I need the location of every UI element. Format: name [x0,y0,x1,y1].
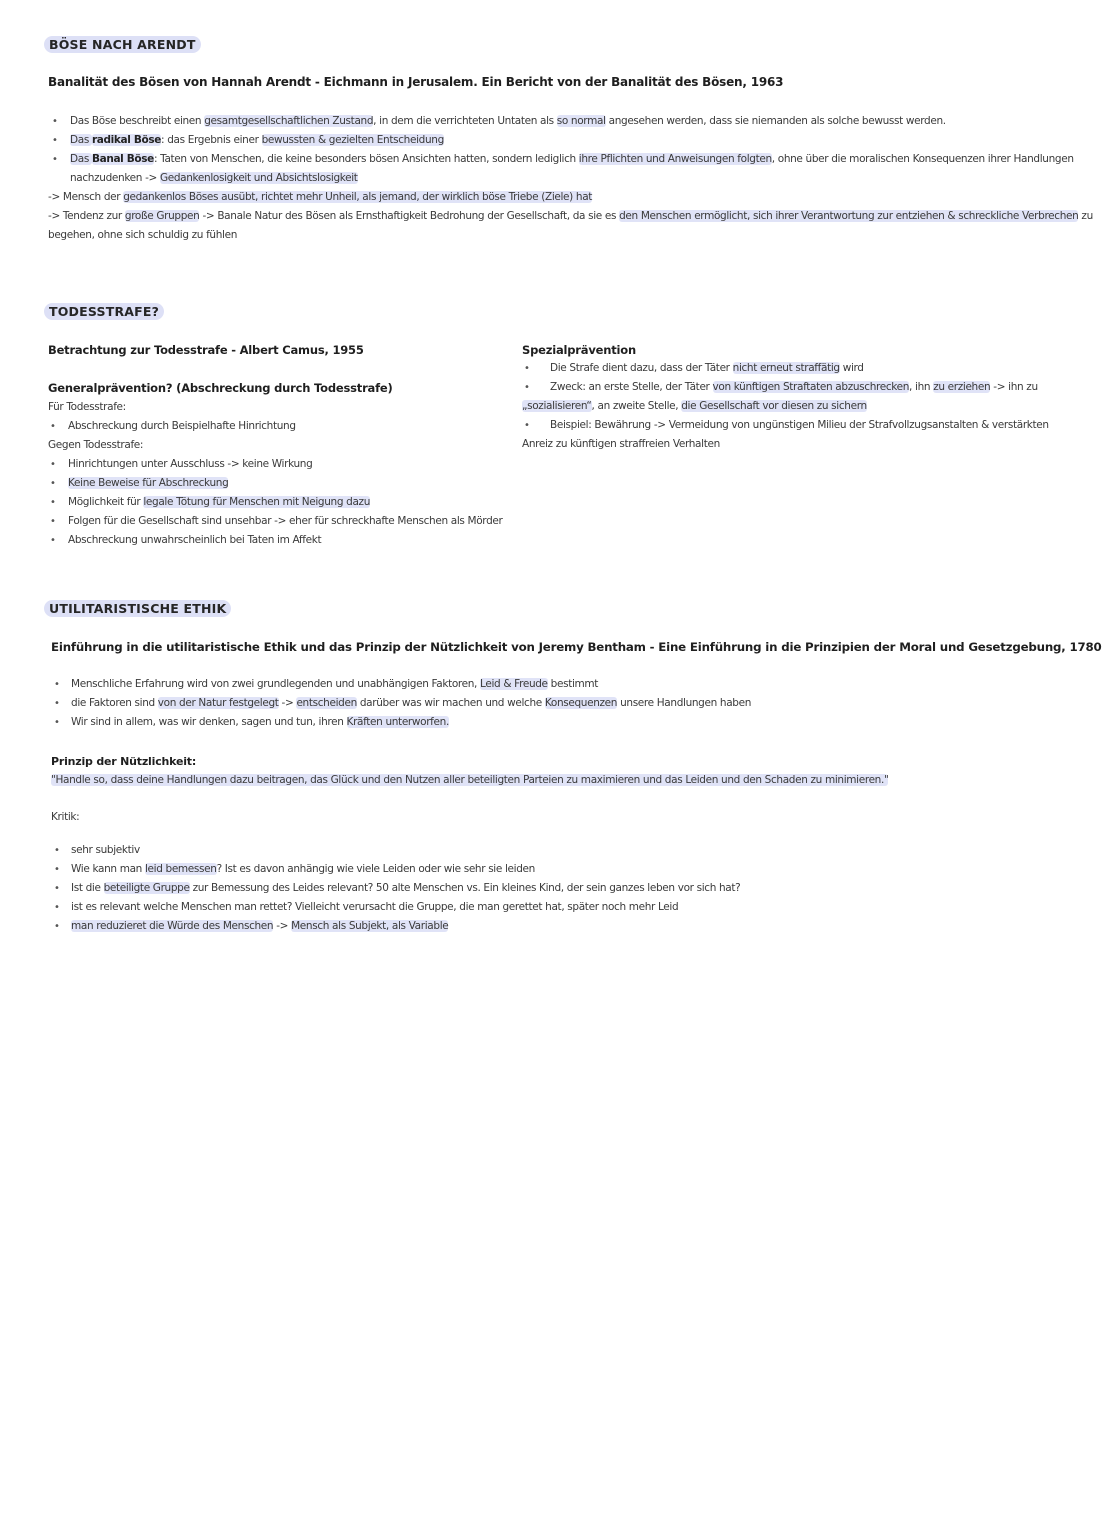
bullet-icon: • [50,478,56,489]
bullet-icon: • [524,420,530,431]
bullet-icon: • [54,883,60,894]
bullet-icon: • [50,421,56,432]
label-gegen: Gegen Todesstrafe: [48,439,144,451]
list-item: Abschreckung durch Beispielhafte Hinrichtung [68,420,296,432]
list-item: man reduzieret die Würde des Menschen -> Mensch als Subjekt, als Variable [71,920,449,932]
section-heading-boese: BÖSE NACH ARENDT [44,36,201,53]
list-item: sehr subjektiv [71,844,140,856]
bullet-icon: • [52,154,58,165]
list-item: Menschliche Erfahrung wird von zwei grundlegenden und unabhängigen Faktoren, Leid & Freude bestimmt [71,678,599,690]
arrow-note: -> Tendenz zur große Gruppen -> Banale Natur des Bösen als Ernsthaftigkeit Bedrohung der Gesellschaft, da sie es den Menschen ermöglicht, sich ihrer Verantwortung zur entziehen & schreckliche Verbrechen zu [48,210,1093,222]
label-kritik: Kritik: [51,811,80,823]
source-title-arendt: Banalität des Bösen von Hannah Arendt - Eichmann in Jerusalem. Ein Bericht von der Banalität des Bösen, 1963 [48,75,784,89]
list-item: Keine Beweise für Abschreckung [68,477,229,489]
source-title-bentham: Einführung in die utilitaristische Ethik und das Prinzip der Nützlichkeit von Jeremy Bentham - Eine Einführung in die Prinzipien der Moral und Gesetzgebung, 1780 [51,640,1102,654]
bullet-icon: • [50,516,56,527]
list-item: Wie kann man leid bemessen? Ist es davon anhängig wie viele Leiden oder wie sehr sie leiden [71,863,535,875]
subheading-spezialpraevention: Spezialprävention [522,343,636,357]
arrow-note-continuation: begehen, ohne sich schuldig zu fühlen [48,229,238,241]
bullet-icon: • [54,864,60,875]
bullet-icon: • [50,535,56,546]
list-item: Zweck: an erste Stelle, der Täter von künftigen Straftaten abzuschrecken, ihn zu erziehen -> ihn zu [550,381,1038,393]
label-fuer: Für Todesstrafe: [48,401,126,413]
subheading-prinzip: Prinzip der Nützlichkeit: [51,755,197,768]
list-item: Möglichkeit für legale Tötung für Menschen mit Neigung dazu [68,496,370,508]
section-heading-utilitaristische-ethik: UTILITARISTISCHE ETHIK [44,600,231,617]
subheading-generalpraevention: Generalprävention? (Abschreckung durch Todesstrafe) [48,381,393,395]
list-item: Hinrichtungen unter Ausschluss -> keine Wirkung [68,458,313,470]
section-heading-todesstrafe: TODESSTRAFE? [44,303,164,320]
list-item-continuation: „sozialisieren“, an zweite Stelle, die Gesellschaft vor diesen zu sichern [522,400,867,412]
bullet-icon: • [524,382,530,393]
bullet-icon: • [54,902,60,913]
bullet-icon: • [54,717,60,728]
bullet-icon: • [52,116,58,127]
bullet-icon: • [54,921,60,932]
bullet-icon: • [54,698,60,709]
bullet-icon: • [52,135,58,146]
list-item-continuation: Anreiz zu künftigen straffreien Verhalten [522,438,720,450]
list-item: Das radikal Böse: das Ergebnis einer bewussten & gezielten Entscheidung [70,134,444,146]
list-item: Abschreckung unwahrscheinlich bei Taten im Affekt [68,534,322,546]
list-item: Die Strafe dient dazu, dass der Täter nicht erneut straffätig wird [550,362,864,374]
quote-prinzip: "Handle so, dass deine Handlungen dazu beitragen, das Glück und den Nutzen aller beteiligten Parteien zu maximieren und das Leiden und den Schaden zu minimieren." [51,774,889,786]
source-title-camus: Betrachtung zur Todesstrafe - Albert Camus, 1955 [48,343,364,357]
list-item: Das Böse beschreibt einen gesamtgesellschaftlichen Zustand, in dem die verrichteten Untaten als so normal angesehen werden, dass sie niemanden als solche bewusst werden. [70,115,946,127]
bullet-icon: • [54,679,60,690]
arrow-note: -> Mensch der gedankenlos Böses ausübt, richtet mehr Unheil, als jemand, der wirklich böse Triebe (Ziele) hat [48,191,593,203]
list-item-continuation: nachzudenken -> Gedankenlosigkeit und Absichtslosigkeit [70,172,358,184]
bullet-icon: • [50,497,56,508]
list-item: Das Banal Böse: Taten von Menschen, die keine besonders bösen Ansichten hatten, sondern lediglich ihre Pflichten und Anweisungen folgten, ohne über die moralischen Konsequenzen ihrer Handlungen [70,153,1074,165]
list-item: Wir sind in allem, was wir denken, sagen und tun, ihren Kräften unterworfen. [71,716,449,728]
bullet-icon: • [524,363,530,374]
list-item: Beispiel: Bewährung -> Vermeidung von ungünstigen Milieu der Strafvollzugsanstalten & verstärkten [550,419,1049,431]
list-item: ist es relevant welche Menschen man rettet? Vielleicht verursacht die Gruppe, die man gerettet hat, später noch mehr Leid [71,901,679,913]
list-item: die Faktoren sind von der Natur festgelegt -> entscheiden darüber was wir machen und welche Konsequenzen unsere Handlungen haben [71,697,752,709]
list-item: Folgen für die Gesellschaft sind unsehbar -> eher für schreckhafte Menschen als Mörder [68,515,503,527]
list-item: Ist die beteiligte Gruppe zur Bemessung des Leides relevant? 50 alte Menschen vs. Ein kleines Kind, der sein ganzes leben vor sich hat? [71,882,741,894]
bullet-icon: • [50,459,56,470]
bullet-icon: • [54,845,60,856]
